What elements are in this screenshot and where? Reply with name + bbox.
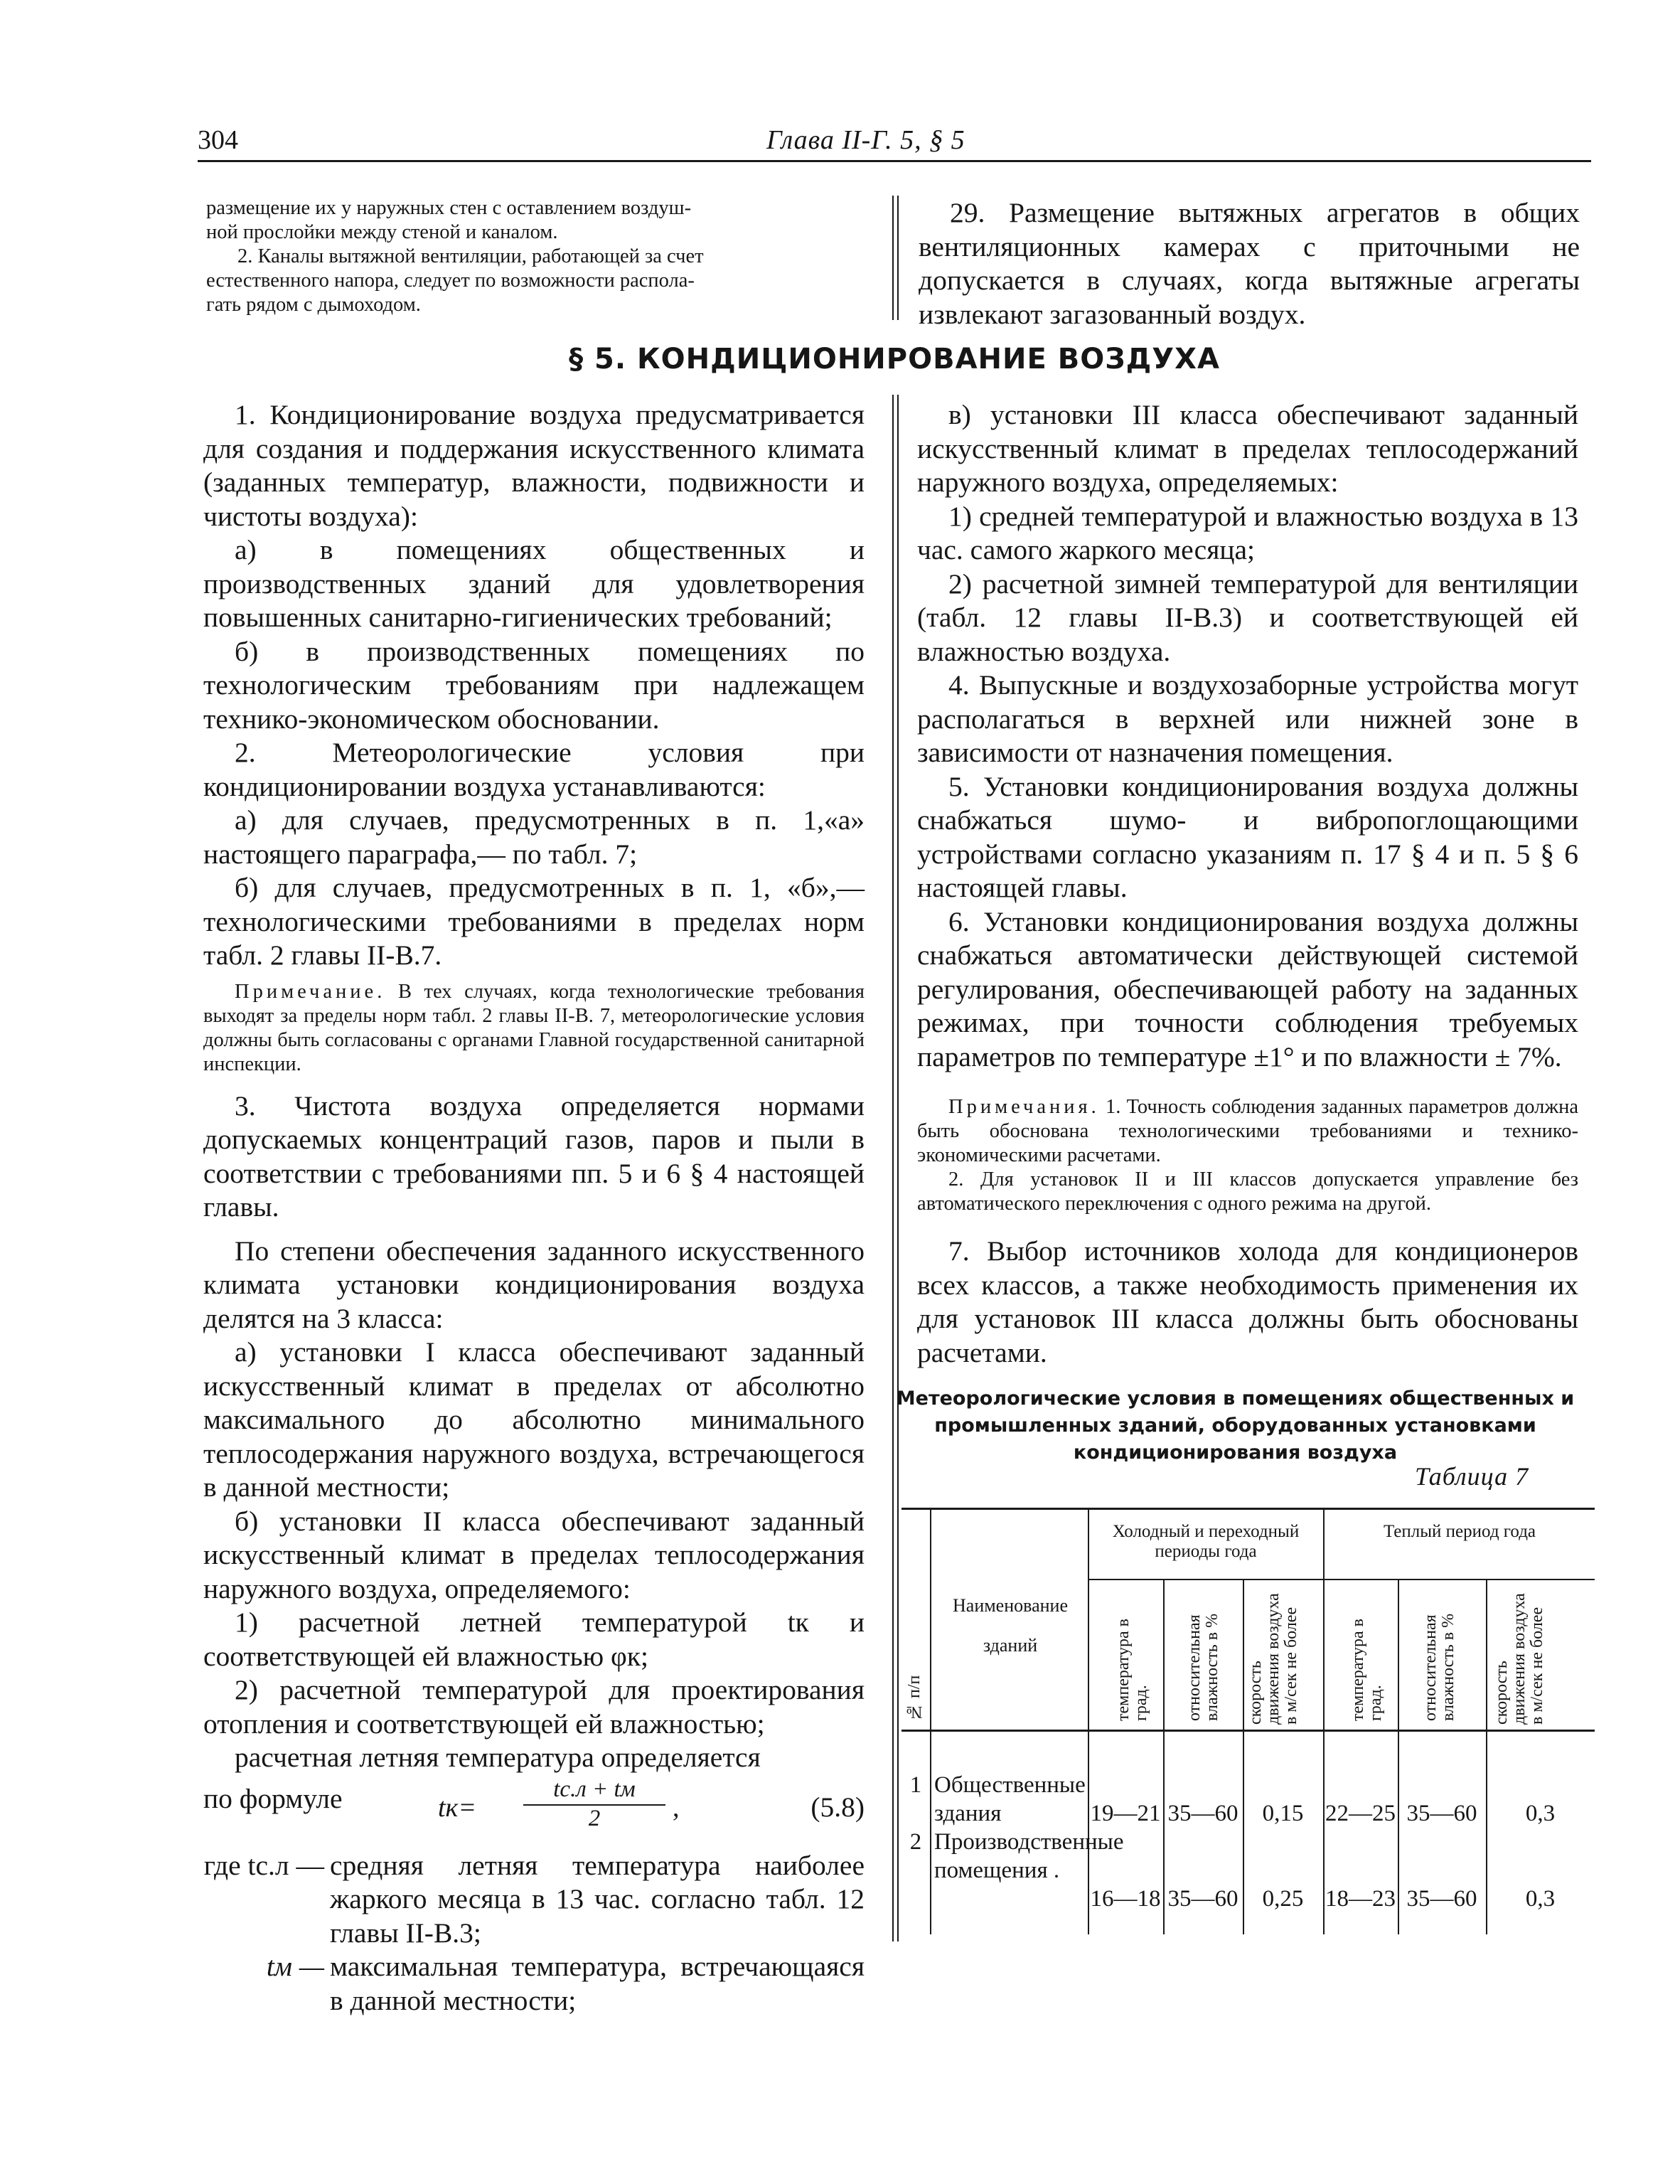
header-cold-period: Холодный и переходный периоды года — [1112, 1522, 1300, 1561]
where-definition: максимальная температура, встречающаяся в данной местности; — [330, 1951, 865, 2016]
note-text: 1. Точность соблюдения заданных параметров должна быть обоснована технологическими требованиями и технико-экономическими расчетами. — [917, 1096, 1578, 1166]
paragraph: в) установки III класса обеспечивают заданный искусственный климат в пределах теплосодержаний наружного воздуха, определяемых: — [917, 399, 1578, 498]
paragraph: 2) расчетной температурой для проектирования отопления и соответствующей ей влажностью; — [203, 1674, 865, 1740]
header-name-line: зданий — [983, 1635, 1038, 1656]
formula-lead: по формуле — [203, 1782, 343, 1814]
paragraph: а) для случаев, предусмотренных в п. 1,«а» настоящего параграфа,— по табл. 7; — [203, 804, 865, 870]
paragraph: расчетная летняя температура определяется — [235, 1742, 761, 1773]
table-row-1-speed-cold: 0,15 — [1262, 1801, 1304, 1826]
where-definition: средняя летняя температура наиболее жаркого месяца в 13 час. согласно табл. 12 главы II-В.3; — [330, 1849, 865, 1949]
formula-denominator: 2 — [588, 1805, 601, 1831]
note-label: Примечание. — [235, 980, 386, 1003]
paragraph: б) для случаев, предусмотренных в п. 1, «б»,— технологическими требованиями в пределах норм табл. 2 главы II-В.7. — [203, 872, 865, 971]
header-hum-warm: относительная влажность в % — [1421, 1613, 1457, 1721]
where-item — [203, 1950, 865, 2018]
paragraph: По степени обеспечения заданного искусственного климата установки кондиционирования воздуха делятся на 3 класса: — [203, 1235, 865, 1334]
section-title: § 5. КОНДИЦИОНИРОВАНИЕ ВОЗДУХА — [569, 343, 1220, 375]
note: 2. Для установок II и III классов допускается управление без автоматического переключения с одного режима на другой. — [917, 1168, 1578, 1215]
column-divider-top — [892, 196, 899, 320]
paragraph: б) в производственных помещениях по технологическим требованиям при надлежащем технико-экономическом обосновании. — [203, 635, 865, 735]
paragraph: 2) расчетной зимней температурой для вентиляции (табл. 12 главы II-В.3) и соответствующей ей влажностью воздуха. — [917, 568, 1578, 667]
paragraph: б) установки II класса обеспечивают заданный искусственный климат в пределах теплосодержания наружного воздуха, определяемого: — [203, 1505, 865, 1604]
paragraph: 2. Метеорологические условия при кондиционировании воздуха устанавливаются: — [203, 737, 865, 802]
table-rule — [1323, 1508, 1325, 1934]
paragraph: 1) расчетной летней температурой tк и соответствующей ей влажностью φк; — [203, 1607, 865, 1672]
table-row-2-temp-cold: 16—18 — [1090, 1886, 1161, 1912]
table-title: Метеорологические условия в помещениях общественных и промышленных зданий, оборудованных установками кондиционирования воздуха — [896, 1387, 1575, 1464]
header-name-line: Наименование — [953, 1595, 1068, 1616]
note — [917, 1095, 1578, 1168]
formula-number: (5.8) — [810, 1791, 865, 1823]
paragraph: 5. Установки кондиционирования воздуха должны снабжаться шумо- и вибропоглощающими устройствами согласно указаниям п. 17 § 4 и п. 5 § 6 настоящей главы. — [917, 770, 1578, 903]
formula-block — [203, 1775, 865, 1846]
header-warm-period: Теплый период года — [1383, 1522, 1536, 1541]
note-line: гать рядом с дымоходом. — [206, 294, 421, 316]
top-right-block — [919, 196, 1580, 331]
formula-fraction — [523, 1777, 665, 1832]
where-item — [203, 1849, 865, 1951]
paragraph: 7. Выбор источников холода для кондиционеров всех классов, а также необходимость применения их для установок III класса должны быть обоснованы расчетами. — [917, 1235, 1578, 1368]
table-row-2-speed-cold: 0,25 — [1262, 1886, 1304, 1912]
note-line: 2. Каналы вытяжной вентиляции, работающей за счет — [237, 245, 704, 267]
header-temp-warm: температура в град. — [1349, 1618, 1385, 1721]
note — [203, 980, 865, 1077]
page-number: 304 — [198, 125, 238, 155]
note-line: размещение их у наружных стен с оставлением воздуш- — [206, 197, 692, 219]
table-row-2-num: 2 — [909, 1829, 922, 1855]
table-label: Таблица 7 — [1415, 1462, 1529, 1491]
paragraph: 3. Чистота воздуха определяется нормами допускаемых концентраций газов, паров и пыли в соответствии с требованиями пп. 5 и 6 § 4 настоящей главы. — [203, 1090, 865, 1222]
table-row-2-speed-warm: 0,3 — [1525, 1886, 1556, 1912]
running-title: Глава II-Г. 5, § 5 — [766, 125, 965, 155]
table-row-2-hum-cold: 35—60 — [1167, 1886, 1238, 1912]
table-rule — [1088, 1508, 1089, 1934]
paragraph: а) установки I класса обеспечивают заданный искусственный климат в пределах от абсолютно максимального до абсолютно минимального теплосодержания наружного воздуха, встречающегося в данной местности; — [203, 1336, 865, 1503]
header-num: № п/п — [905, 1675, 924, 1721]
paragraph: 4. Выпускные и воздухозаборные устройства могут располагаться в верхней или нижней зоне в зависимости от назначения помещения. — [917, 669, 1578, 768]
note-line: ной прослойки между стеной и каналом. — [206, 221, 558, 243]
note-line: естественного напора, следует по возможности распола- — [206, 270, 695, 292]
table-rule — [1486, 1579, 1487, 1934]
header-name — [936, 1586, 1085, 1666]
table-row-1-temp-cold: 19—21 — [1090, 1801, 1161, 1826]
header-hum-cold: относительная влажность в % — [1185, 1613, 1221, 1721]
table-rule — [1243, 1579, 1244, 1934]
table-row-2-hum-warm: 35—60 — [1406, 1886, 1477, 1912]
header-temp-cold: температура в град. — [1114, 1618, 1150, 1721]
right-column — [917, 398, 1578, 1370]
left-column — [203, 398, 865, 2018]
table-rule — [901, 1508, 1595, 1510]
table-row-2-name: Производственные помещения . — [934, 1829, 1124, 1883]
table-row-1-speed-warm: 0,3 — [1525, 1801, 1556, 1826]
header-speed-cold: скорость движения воздуха в м/сек не более — [1246, 1593, 1300, 1725]
header-speed-warm: скорость движения воздуха в м/сек не более — [1492, 1593, 1546, 1725]
table-7 — [901, 1508, 1595, 1934]
table-rule — [901, 1730, 1595, 1732]
table-rule — [1398, 1579, 1399, 1934]
table-rule — [930, 1508, 931, 1934]
table-row-1-name: Общественные здания — [934, 1772, 1086, 1826]
table-row-1-num: 1 — [909, 1772, 922, 1798]
notes-label: Примечания. — [948, 1096, 1100, 1118]
note-text: В тех случаях, когда технологические требования выходят за пределы норм табл. 2 главы II-В. 7, метеорологические условия должны быть согласованы с органами Главной государственной санитарной инспекции. — [203, 980, 865, 1075]
table-row-2-temp-warm: 18—23 — [1325, 1886, 1396, 1912]
table-row-1-hum-cold: 35—60 — [1167, 1801, 1238, 1826]
paragraph: 6. Установки кондиционирования воздуха должны снабжаться автоматически действующей системой регулирования, обеспечивающей работу на заданных режимах, при точности соблюдения требуемых параметров по температуре ±1° и по влажности ± 7%. — [917, 905, 1578, 1072]
where-symbol: tм — — [266, 1951, 324, 1982]
where-symbol: где tс.л — — [203, 1849, 324, 1881]
column-divider-main — [892, 395, 899, 1941]
formula-comma: , — [673, 1792, 680, 1823]
formula-lhs: tк= — [438, 1792, 476, 1823]
page-header — [198, 124, 1591, 162]
formula-numerator: tс.л + tм — [523, 1777, 665, 1806]
table-row-1-hum-warm: 35—60 — [1406, 1801, 1477, 1826]
paragraph: 1) средней температурой и влажностью воздуха в 13 час. самого жаркого месяца; — [917, 500, 1578, 565]
top-left-block — [206, 196, 871, 317]
table-rule — [1163, 1579, 1165, 1934]
paragraph: а) в помещениях общественных и производственных зданий для удовлетворения повышенных санитарно-гигиенических требований; — [203, 534, 865, 633]
paragraph: 1. Кондиционирование воздуха предусматривается для создания и поддержания искусственного климата (заданных температур, влажности, подвижности и чистоты воздуха): — [203, 399, 865, 532]
paragraph-29: 29. Размещение вытяжных агрегатов в общих вентиляционных камерах с приточными не допускается в случаях, когда вытяжные агрегаты извлекают загазованный воздух. — [919, 197, 1580, 330]
table-row-1-temp-warm: 22—25 — [1325, 1801, 1396, 1826]
